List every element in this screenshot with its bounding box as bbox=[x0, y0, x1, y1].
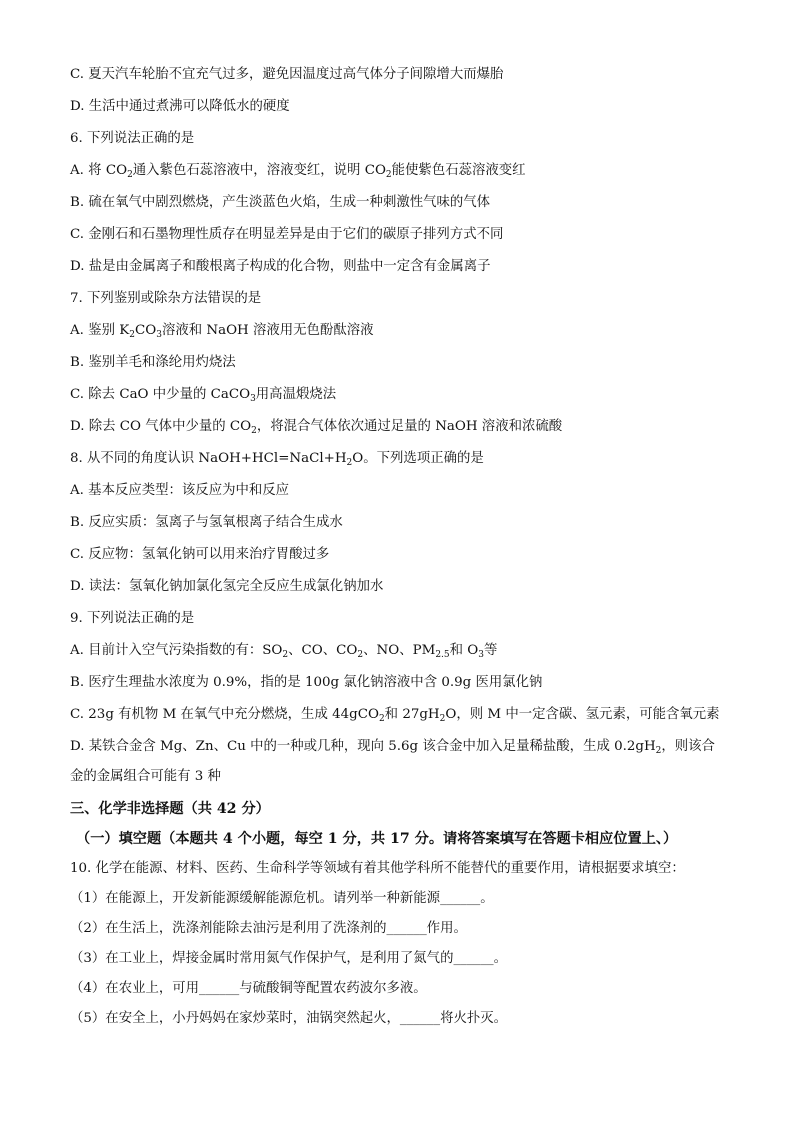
q7-option-b: B. 鉴别羊毛和涤纶用灼烧法 bbox=[70, 355, 236, 370]
subscript: 2 bbox=[655, 746, 662, 756]
q8-stem-part2: O。下列选项正确的是 bbox=[352, 451, 484, 466]
q10-part-4: （4）在农业上，可用______与硫酸铜等配置农药波尔多液。 bbox=[70, 981, 427, 996]
q9-option-d-continued: 金的金属组合可能有 3 种 bbox=[70, 769, 221, 784]
q6-option-b: B. 硫在氧气中剧烈燃烧，产生淡蓝色火焰，生成一种刺激性气味的气体 bbox=[70, 195, 491, 210]
q6-a-part1: A. 将 CO bbox=[70, 163, 128, 178]
q6-a-part3: 能使紫色石蕊溶液变红 bbox=[391, 163, 526, 178]
q5-option-c: C. 夏天汽车轮胎不宜充气过多，避免因温度过高气体分子间隙增大而爆胎 bbox=[70, 67, 504, 82]
q7-stem: 7. 下列鉴别或除杂方法错误的是 bbox=[70, 291, 262, 306]
q6-stem: 6. 下列说法正确的是 bbox=[70, 131, 195, 146]
q9-a-part1: A. 目前计入空气污染指数的有：SO bbox=[70, 643, 283, 658]
subscript: 2 bbox=[378, 714, 385, 724]
q6-option-a bbox=[70, 161, 526, 181]
q8-option-a: A. 基本反应类型：该反应为中和反应 bbox=[70, 483, 290, 498]
subscript: 2 bbox=[439, 714, 446, 724]
q7-d-part1: D. 除去 CO 气体中少量的 CO bbox=[70, 419, 252, 434]
q10-part-5: （5）在安全上，小丹妈妈在家炒菜时，油锅突然起火，______将火扑灭。 bbox=[70, 1011, 508, 1026]
q6-option-d: D. 盐是由金属离子和酸根离子构成的化合物，则盐中一定含有金属离子 bbox=[70, 259, 491, 274]
q7-c-part2: 用高温煅烧法 bbox=[255, 387, 337, 402]
q9-a-part3: 、NO、PM bbox=[363, 643, 436, 658]
q9-c-part1: C. 23g 有机物 M 在氧气中充分燃烧，生成 44gCO bbox=[70, 707, 379, 722]
q9-c-part3: O，则 M 中一定含碳、氢元素，可能含氧元素 bbox=[445, 707, 720, 722]
subscript: 3 bbox=[156, 330, 162, 340]
subscript: 2 bbox=[385, 170, 392, 180]
subscript: 2 bbox=[251, 426, 257, 436]
subscript: 2 bbox=[282, 650, 289, 660]
q9-a-part4: 和 O bbox=[449, 643, 479, 658]
q7-a-part3: 溶液和 NaOH 溶液用无色酚酞溶液 bbox=[161, 323, 374, 338]
q9-d-part2: ，则该合 bbox=[661, 739, 715, 754]
subscript: 2.5 bbox=[435, 650, 450, 660]
q7-d-part2: ，将混合气体依次通过足量的 NaOH 溶液和浓硫酸 bbox=[256, 419, 563, 434]
q10-part-1: （1）在能源上，开发新能源缓解能源危机。请列举一种新能源______。 bbox=[70, 891, 494, 906]
subscript: 2 bbox=[129, 330, 135, 340]
q6-option-c: C. 金刚石和石墨物理性质存在明显差异是由于它们的碳原子排列方式不同 bbox=[70, 227, 504, 242]
q8-stem-part1: 8. 从不同的角度认识 NaOH+HCl=NaCl+H bbox=[70, 451, 347, 466]
q8-option-b: B. 反应实质：氢离子与氢氧根离子结合生成水 bbox=[70, 515, 343, 530]
q7-a-part2: CO bbox=[134, 323, 157, 338]
q9-option-a bbox=[70, 641, 497, 661]
q5-option-d: D. 生活中通过煮沸可以降低水的硬度 bbox=[70, 99, 290, 114]
q9-option-c bbox=[70, 705, 720, 725]
q9-option-d bbox=[70, 737, 715, 757]
q10-stem: 10. 化学在能源、材料、医药、生命科学等领域有着其他学科所不能替代的重要作用，请根据要求填空： bbox=[70, 861, 685, 876]
q7-c-part1: C. 除去 CaO 中少量的 CaCO bbox=[70, 387, 251, 402]
q9-a-part2: 、CO、CO bbox=[288, 643, 358, 658]
q10-part-2: （2）在生活上，洗涤剂能除去油污是利用了洗涤剂的______作用。 bbox=[70, 921, 467, 936]
subscript: 2 bbox=[346, 458, 353, 468]
q8-option-d: D. 读法：氢氧化钠加氯化氢完全反应生成氯化钠加水 bbox=[70, 579, 384, 594]
q8-stem bbox=[70, 449, 484, 469]
q7-a-part1: A. 鉴别 K bbox=[70, 323, 130, 338]
section-subtitle: （一）填空题（本题共 4 个小题，每空 1 分，共 17 分。请将答案填写在答题卡相应位置上、） bbox=[76, 831, 678, 847]
q9-c-part2: 和 27gH bbox=[384, 707, 440, 722]
subscript: 2 bbox=[357, 650, 364, 660]
subscript: 3 bbox=[478, 650, 485, 660]
q6-a-part2: 通入紫色石蕊溶液中，溶液变红，说明 CO bbox=[132, 163, 386, 178]
subscript: 3 bbox=[250, 394, 256, 404]
q8-option-c: C. 反应物：氢氧化钠可以用来治疗胃酸过多 bbox=[70, 547, 330, 562]
q7-option-a bbox=[70, 321, 374, 341]
q9-a-part5: 等 bbox=[484, 643, 498, 658]
q10-part-3: （3）在工业上，焊接金属时常用氮气作保护气，是利用了氮气的______。 bbox=[70, 951, 508, 966]
q7-option-d bbox=[70, 417, 562, 437]
q9-d-part1: D. 某铁合金含 Mg、Zn、Cu 中的一种或几种，现向 5.6g 该合金中加入足量稀盐酸，生成 0.2gH bbox=[70, 739, 656, 754]
q7-option-c bbox=[70, 385, 336, 405]
q9-option-b: B. 医疗生理盐水浓度为 0.9%，指的是 100g 氯化钠溶液中含 0.9g 医用氯化钠 bbox=[70, 675, 543, 690]
subscript: 2 bbox=[127, 170, 133, 180]
q9-stem: 9. 下列说法正确的是 bbox=[70, 611, 195, 626]
section-title: 三、化学非选择题（共 42 分） bbox=[70, 801, 270, 817]
